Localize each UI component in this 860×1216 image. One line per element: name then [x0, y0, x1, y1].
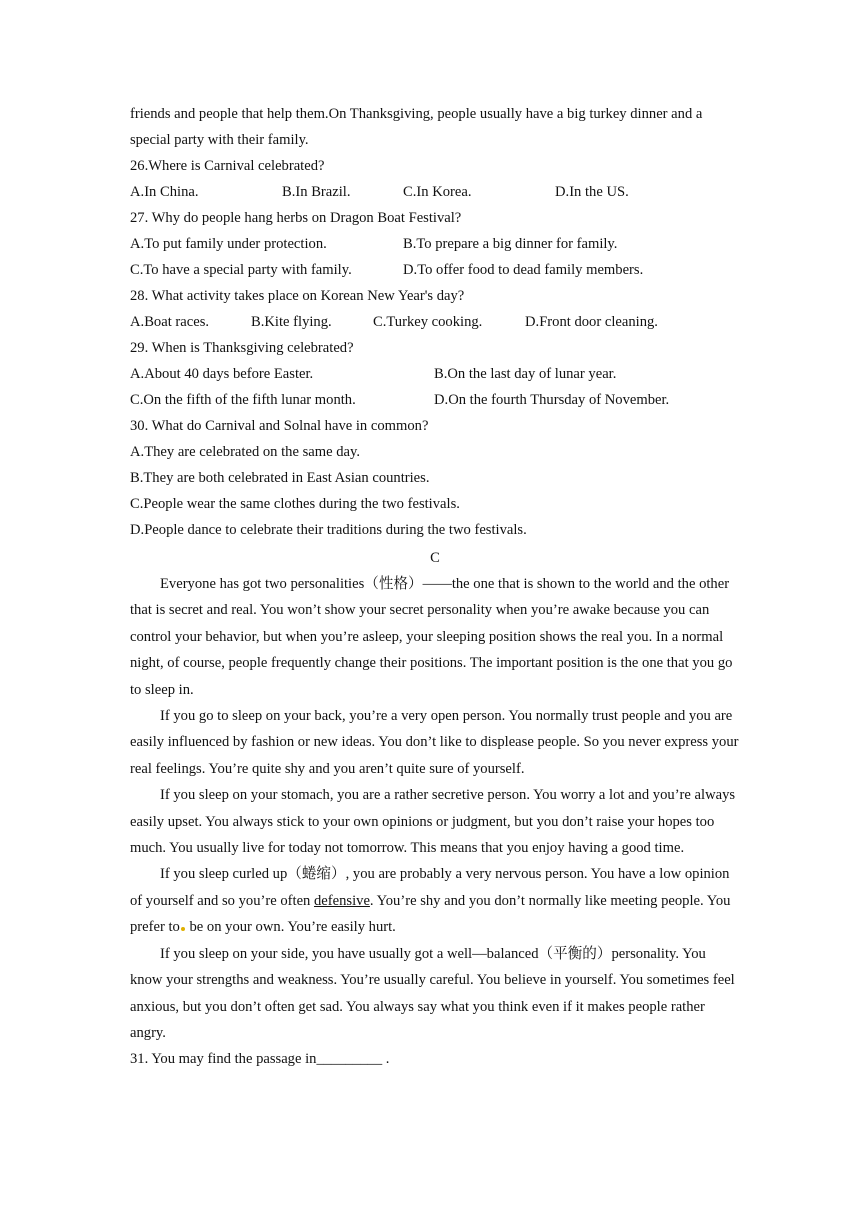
options-27-ab: [130, 231, 740, 257]
option-b: B.In Brazil.: [282, 184, 351, 200]
option-b: B.They are both celebrated in East Asian countries.: [130, 470, 430, 486]
option-c: C.In Korea.: [403, 184, 472, 200]
option-d: D.People dance to celebrate their traditions during the two festivals.: [130, 522, 527, 538]
passage-paragraph-3: If you sleep on your stomach, you are a rather secretive person. You worry a lot and you’re always easily upset. You always stick to your own opinions or judgment, but you don’t raise your hopes too much. You usually live for today not tomorrow. This means that you enjoy having a good time.: [130, 787, 736, 857]
option-a: A.To put family under protection.: [130, 236, 327, 252]
passage-paragraph-5: If you sleep on your side, you have usually got a well—balanced（平衡的）personality. You know your strengths and weakness. You’re usually careful. You believe in yourself. You sometimes feel anxious, but you don’t often get sad. You always say what you think even if it makes people rather angry.: [130, 945, 735, 1041]
option-b: B.Kite flying.: [251, 314, 332, 330]
options-28: [130, 309, 740, 335]
option-a: A.In China.: [130, 184, 199, 200]
text-line: friends and people that help them.On Thanksgiving, people usually have a big turkey dinner and a: [130, 106, 703, 122]
option-d: D.To offer food to dead family members.: [403, 262, 644, 278]
option-d: D.In the US.: [555, 184, 629, 200]
question-29: 29. When is Thanksgiving celebrated?: [130, 340, 354, 356]
underlined-word: defensive: [314, 892, 370, 909]
options-29-cd: [130, 387, 740, 413]
option-a: A.They are celebrated on the same day.: [130, 444, 361, 460]
option-a: A.Boat races.: [130, 314, 210, 330]
options-26: [130, 179, 740, 205]
section-heading: C: [430, 550, 440, 566]
option-d: D.Front door cleaning.: [525, 314, 658, 330]
option-b: B.To prepare a big dinner for family.: [403, 236, 618, 252]
option-c: C.On the fifth of the fifth lunar month.: [130, 392, 356, 408]
option-b: B.On the last day of lunar year.: [434, 366, 617, 382]
option-a: A.About 40 days before Easter.: [130, 366, 314, 382]
question-30: 30. What do Carnival and Solnal have in common?: [130, 418, 429, 434]
option-c: C.To have a special party with family.: [130, 262, 352, 278]
annotation-mark: [181, 927, 185, 931]
text-line: special party with their family.: [130, 132, 309, 148]
options-29-ab: [130, 361, 740, 387]
passage-paragraph-1: Everyone has got two personalities（性格）——the one that is shown to the world and the other that is secret and real. You won’t show your secret personality when you’re awake because you can control your behavior, but when you’re asleep, your sleeping position shows the real you. In a normal night, of course, people frequently change their positions. The important position is the one that you go to sleep in.: [130, 576, 733, 698]
document-page: [130, 101, 740, 1072]
question-31: 31. You may find the passage in_________ .: [130, 1051, 390, 1068]
question-27: 27. Why do people hang herbs on Dragon Boat Festival?: [130, 210, 462, 226]
passage-paragraph-4: If you sleep curled up（蜷缩）, you are probably a very nervous person. You have a low opinion of yourself and so you’re often defensive. You’re shy and you don’t normally like meeting people. You prefer to be on your own. You’re easily hurt.: [130, 866, 731, 936]
question-28: 28. What activity takes place on Korean New Year's day?: [130, 288, 465, 304]
question-26: 26.Where is Carnival celebrated?: [130, 158, 325, 174]
options-27-cd: [130, 257, 740, 283]
option-c: C.People wear the same clothes during the two festivals.: [130, 496, 460, 512]
option-d: D.On the fourth Thursday of November.: [434, 392, 670, 408]
option-c: C.Turkey cooking.: [373, 314, 483, 330]
passage-paragraph-2: If you go to sleep on your back, you’re a very open person. You normally trust people and you are easily influenced by fashion or new ideas. You don’t like to displease people. So you never express your real feelings. You’re quite shy and you aren’t quite sure of yourself.: [130, 708, 739, 777]
